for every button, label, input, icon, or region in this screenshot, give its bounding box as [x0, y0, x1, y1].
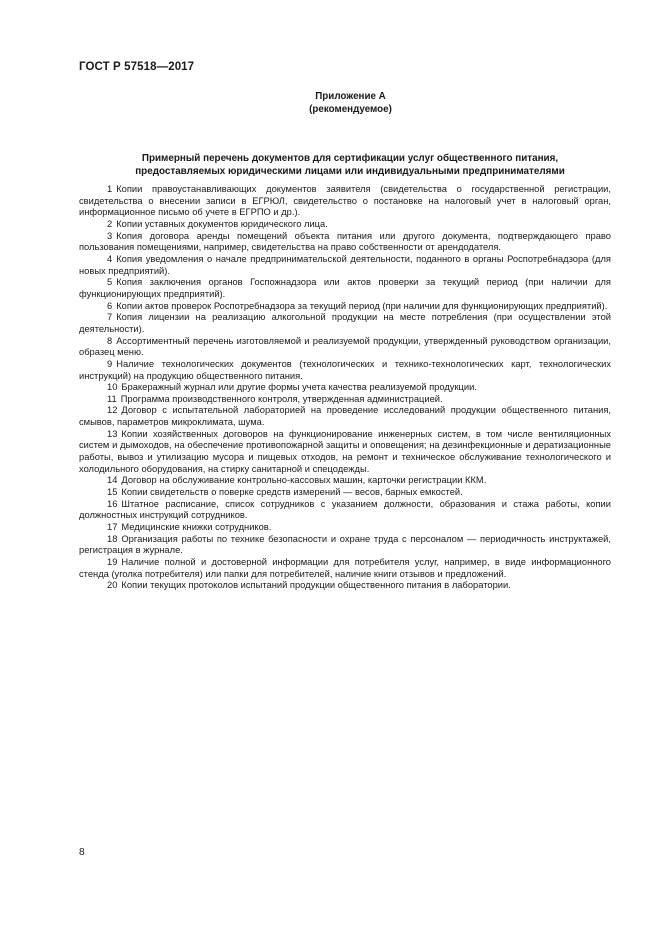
item-text: Копия договора аренды помещений объекта питания или другого документа, подтверждающего право пользования помещениями, например, свидетельства на право собственности от арендодателя. — [79, 230, 611, 253]
item-number: 5 — [107, 277, 113, 288]
item-text: Программа производственного контроля, утвержденная администрацией. — [120, 393, 443, 404]
item-text: Копии хозяйственных договоров на функционирование инженерных систем, в том числе вентиляционных систем и дымоходов, на обеспечение противопожарной защиты и оповещения; на дезинфекционные и дератизационные работы, вывоз и утилизацию мусора и пищевых отходов, на ремонт и техническое обслуживание технологического и холодильного оборудования, на стирку санитарной и спецодежды. — [79, 428, 611, 474]
document-title-line-2: предоставляемых юридическими лицами или индивидуальными предпринимателями — [135, 166, 565, 177]
list-item — [79, 219, 611, 231]
list-item — [79, 312, 611, 335]
list-item — [79, 534, 611, 557]
item-text: Копия заключения органов Госпожнадзора или актов проверки за текущий период (при наличии для функционирующих предприятий). — [79, 277, 611, 299]
item-text: Штатное расписание, список сотрудников с указанием должности, образования и стажа работы, копии должностных инструкций сотрудников. — [79, 498, 611, 521]
list-item — [79, 359, 611, 382]
list-item — [79, 254, 611, 277]
item-text: Организация работы по технике безопасности и охране труда с персоналом — периодичность инструктажей, регистрация в журнале. — [79, 533, 611, 556]
document-title — [80, 152, 620, 178]
list-item — [79, 499, 611, 522]
list-item — [79, 394, 611, 406]
list-item — [79, 405, 611, 428]
document-title-line-1: Примерный перечень документов для сертификации услуг общественного питания, — [141, 153, 559, 164]
item-text: Копия лицензии на реализацию алкогольной продукции на месте потребления (при осуществлении этой деятельности). — [79, 312, 611, 334]
item-text: Копии актов проверок Роспотребнадзора за текущий период (при наличии для функционирующих предприятий). — [116, 300, 608, 311]
page-number: 8 — [79, 847, 85, 858]
item-text: Наличие полной и достоверной информации для потребителя услуг, например, в виде информационного стенда (уголка потребителя) или папки для потребителей, наличие книги отзывов и предложений. — [79, 557, 611, 579]
item-number: 17 — [107, 522, 118, 533]
item-text: Копии свидетельств о поверке средств измерений — весов, барных емкостей. — [121, 487, 463, 498]
list-item — [79, 487, 611, 499]
list-item — [79, 231, 611, 254]
item-text: Копии правоустанавливающих документов заявителя (свидетельства о государственной регистрации, свидетельства о внесении записи в ЕГРЮЛ, свидетельство о постановке на налоговый учет в налоговый орган, информационное письмо об учете в ЕГРПО и др.). — [79, 184, 611, 218]
item-number: 7 — [107, 312, 113, 323]
item-text: Наличие технологических документов (технологических и технико-технологических карт, технологических инструкций) на продукцию общественного питания. — [79, 358, 611, 381]
list-item — [79, 429, 611, 476]
item-text: Копии уставных документов юридического лица. — [116, 218, 328, 229]
item-text: Медицинские книжки сотрудников. — [121, 522, 272, 533]
item-number: 3 — [107, 230, 113, 241]
list-item — [79, 557, 611, 580]
document-code: ГОСТ Р 57518—2017 — [79, 61, 195, 73]
list-item — [79, 184, 611, 219]
item-number: 14 — [107, 475, 118, 486]
item-text: Договор на обслуживание контрольно-кассовых машин, карточки регистрации ККМ. — [121, 475, 487, 486]
item-number: 18 — [107, 533, 118, 544]
list-item — [79, 277, 611, 300]
item-text: Договор с испытательной лабораторией на проведение исследований продукции общественного питания, смывов, параметров микроклимата, шума. — [79, 405, 611, 428]
item-number: 11 — [107, 393, 117, 404]
appendix-heading — [0, 91, 661, 116]
item-number: 6 — [107, 300, 113, 311]
documents-list — [79, 184, 611, 592]
appendix-subtitle: (рекомендуемое) — [309, 103, 392, 115]
list-item — [79, 382, 611, 394]
item-number: 2 — [107, 218, 113, 229]
item-number: 16 — [107, 498, 118, 509]
list-item — [79, 336, 611, 359]
item-number: 1 — [107, 184, 113, 194]
list-item — [79, 522, 611, 534]
item-number: 10 — [107, 382, 118, 393]
item-text: Копия уведомления о начале предпринимательской деятельности, поданного в органы Роспотребнадзора (для новых предприятий). — [79, 253, 611, 276]
item-number: 13 — [107, 428, 118, 439]
item-number: 8 — [107, 335, 113, 346]
item-number: 19 — [107, 557, 118, 567]
item-number: 15 — [107, 487, 118, 498]
list-item — [79, 301, 611, 313]
item-text: Ассортиментный перечень изготовляемой и реализуемой продукции, утвержденный руководством организации, образец меню. — [79, 335, 611, 358]
item-number: 4 — [107, 253, 113, 264]
list-item — [79, 475, 611, 487]
item-number: 20 — [107, 580, 118, 591]
list-item — [79, 580, 611, 592]
item-text: Копии текущих протоколов испытаний продукции общественного питания в лаборатории. — [121, 580, 511, 591]
item-number: 9 — [107, 358, 113, 369]
item-number: 12 — [107, 405, 118, 416]
item-text: Бракеражный журнал или другие формы учета качества реализуемой продукции. — [121, 382, 477, 393]
appendix-title: Приложение А — [315, 91, 386, 102]
